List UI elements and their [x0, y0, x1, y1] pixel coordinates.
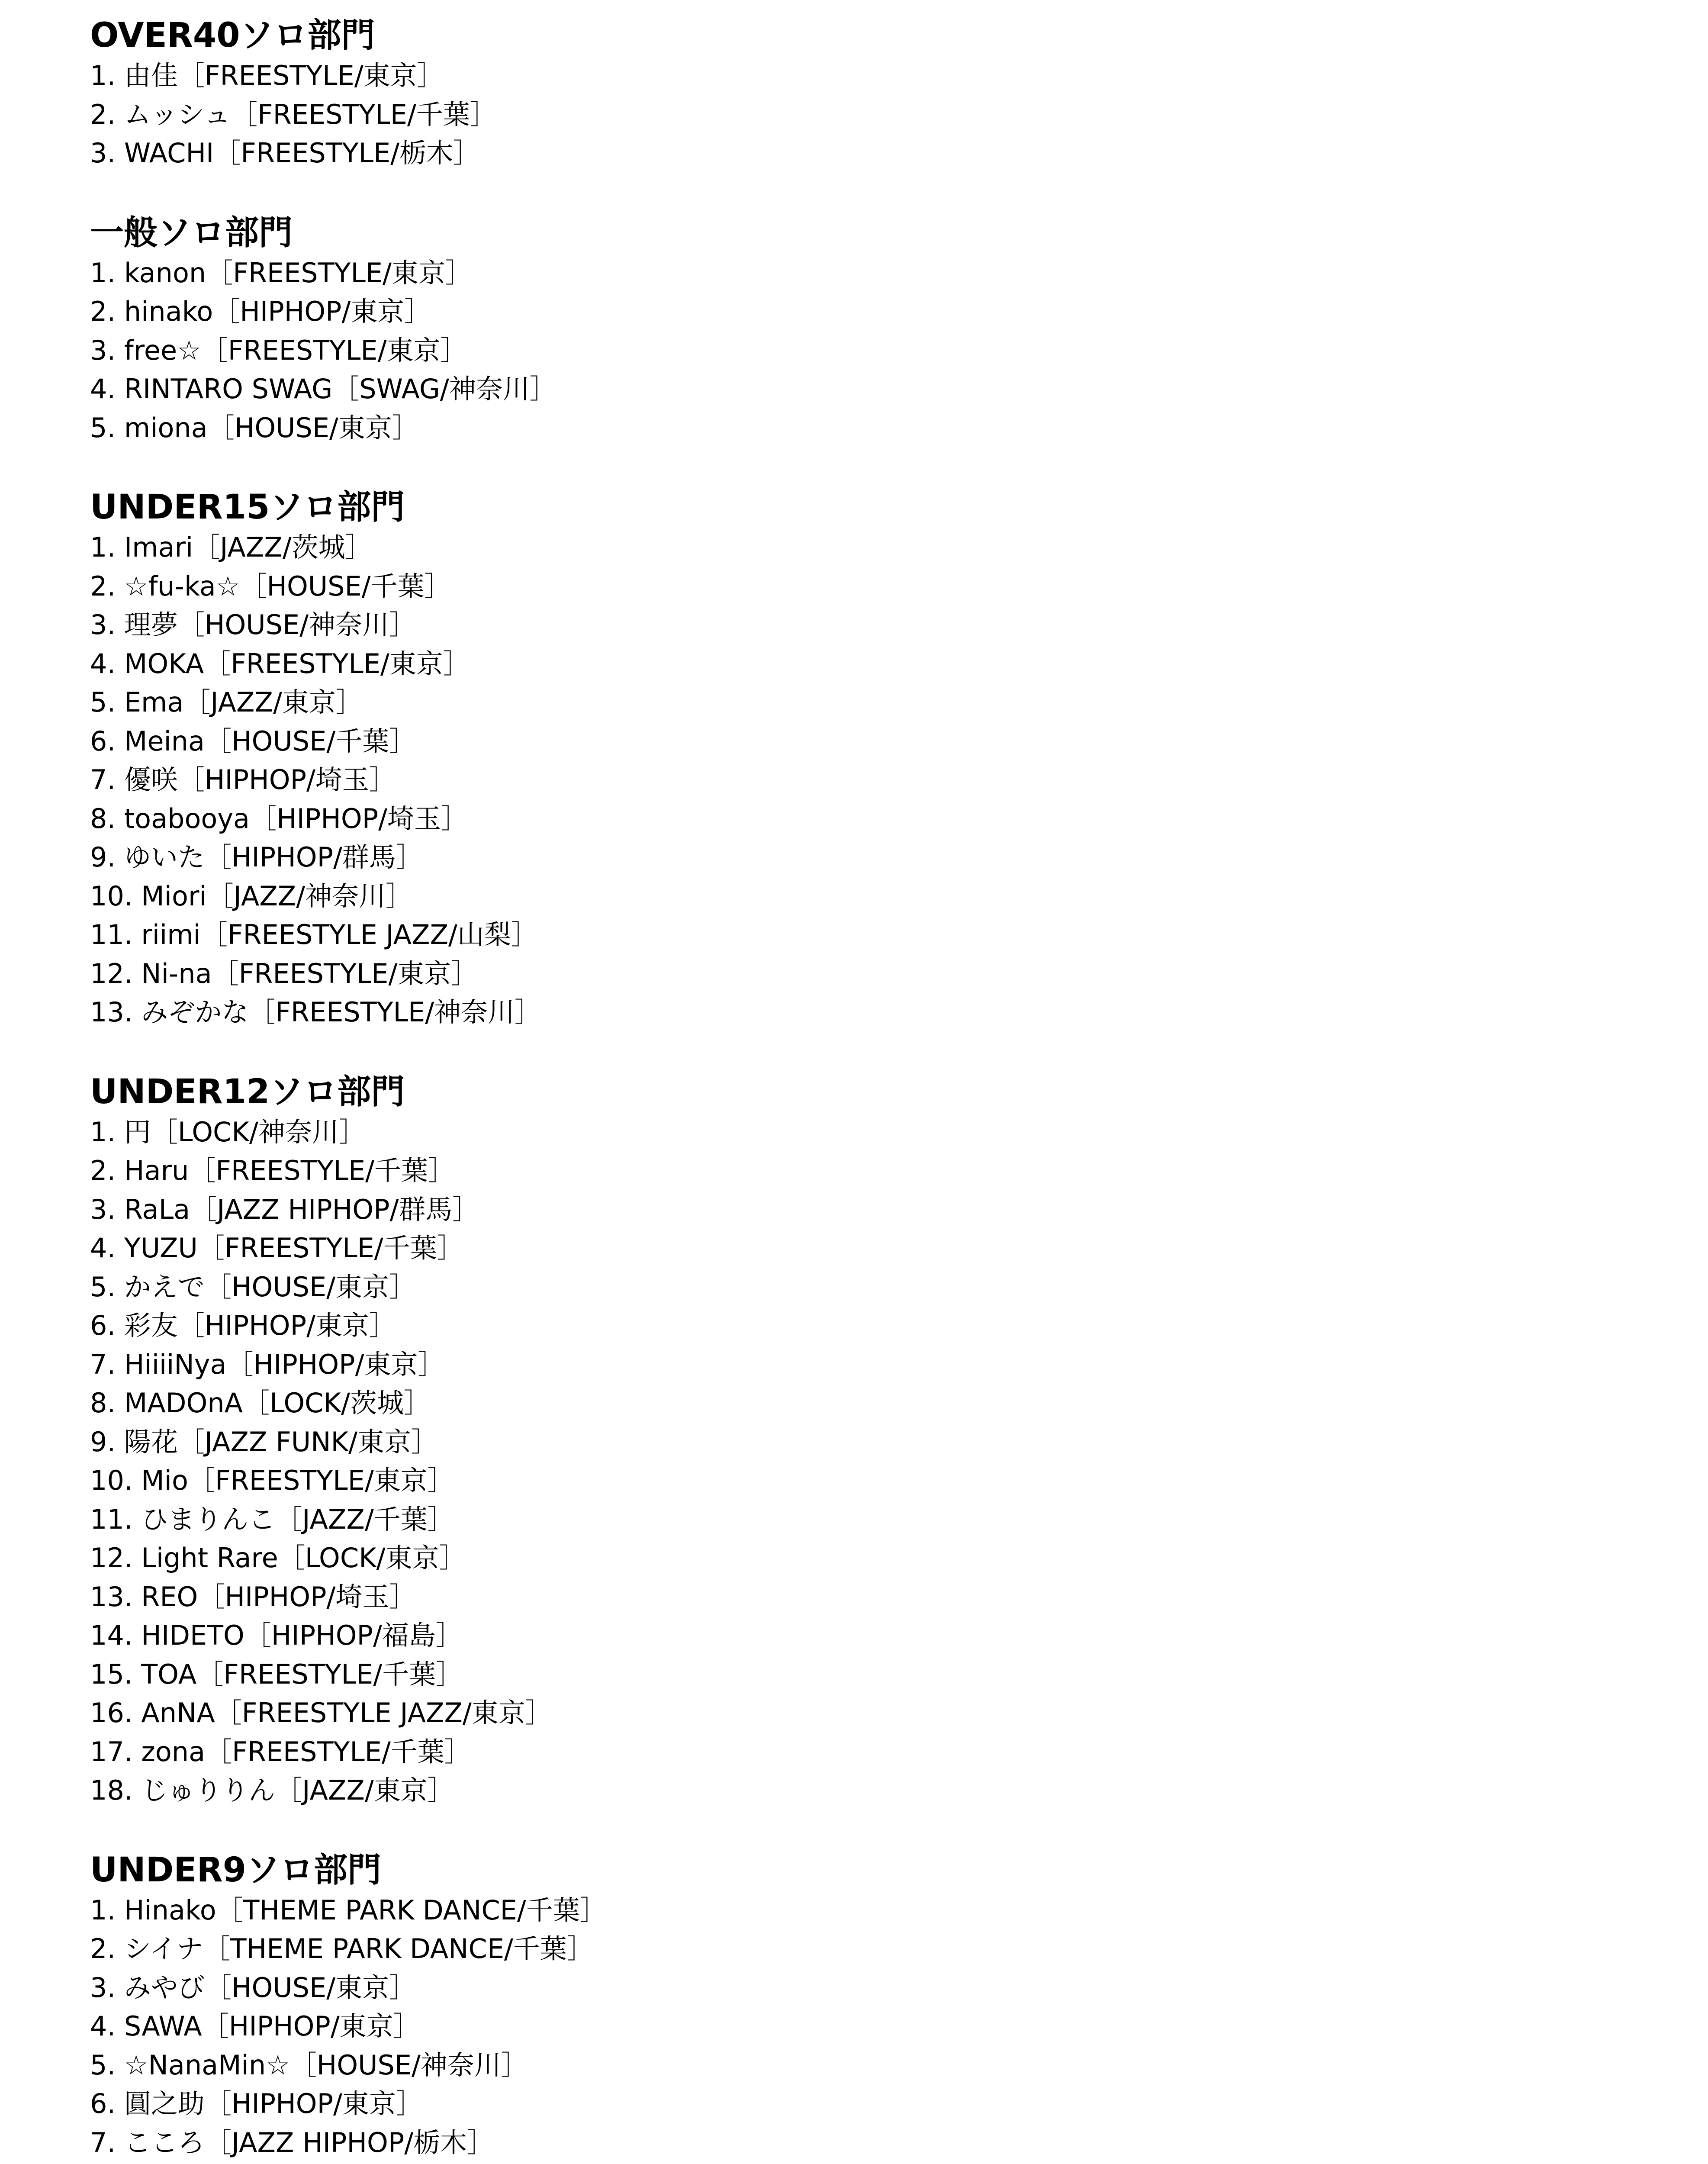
- list-item: 7. 優咲［HIPHOP/埼玉］: [90, 764, 396, 795]
- list-item: 2. ☆fu-ka☆［HOUSE/千葉］: [90, 570, 451, 602]
- entry-list: [90, 56, 1648, 173]
- list-item: 5. Ema［JAZZ/東京］: [90, 686, 363, 718]
- section-title: 一般ソロ部門: [90, 213, 293, 252]
- section-spacer: [90, 447, 1648, 486]
- list-item: 13. REO［HIPHOP/埼玉］: [90, 1581, 416, 1613]
- section-title: UNDER9ソロ部門: [90, 1850, 381, 1890]
- list-item: 4. SAWA［HIPHOP/東京］: [90, 2010, 420, 2042]
- list-item: 10. Mio［FREESTYLE/東京］: [90, 1465, 454, 1496]
- list-item: 2. シイナ［THEME PARK DANCE/千葉］: [90, 1933, 594, 1964]
- list-item: 6. 圓之助［HIPHOP/東京］: [90, 2088, 423, 2119]
- list-item: 1. 円［LOCK/神奈川］: [90, 1116, 366, 1148]
- document-body: [90, 0, 1648, 2164]
- list-item: 8. toabooya［HIPHOP/埼玉］: [90, 802, 468, 834]
- entry-list: [90, 1113, 1648, 1810]
- section-under9: [90, 1849, 1648, 2164]
- list-item: 6. 彩友［HIPHOP/東京］: [90, 1310, 396, 1341]
- list-item: 4. YUZU［FREESTYLE/千葉］: [90, 1232, 464, 1264]
- list-item: 5. miona［HOUSE/東京］: [90, 412, 419, 444]
- list-item: 7. HiiiiNya［HIPHOP/東京］: [90, 1348, 445, 1380]
- list-item: 5. ☆NanaMin☆［HOUSE/神奈川］: [90, 2049, 528, 2081]
- list-item: 15. TOA［FREESTYLE/千葉］: [90, 1658, 463, 1690]
- list-item: 18. じゅりりん［JAZZ/東京］: [90, 1774, 454, 1806]
- list-item: 1. 由佳［FREESTYLE/東京］: [90, 60, 444, 91]
- list-item: 2. Haru［FREESTYLE/千葉］: [90, 1155, 455, 1186]
- list-item: 3. みやび［HOUSE/東京］: [90, 1971, 416, 2003]
- list-item: 11. ひまりんこ［JAZZ/千葉］: [90, 1503, 454, 1535]
- list-item: 7. こころ［JAZZ HIPHOP/栃木］: [90, 2126, 494, 2158]
- list-item: 17. zona［FREESTYLE/千葉］: [90, 1736, 471, 1768]
- list-item: 1. kanon［FREESTYLE/東京］: [90, 257, 472, 289]
- list-item: 12. Light Rare［LOCK/東京］: [90, 1542, 466, 1574]
- list-item: 3. WACHI［FREESTYLE/栃木］: [90, 137, 480, 169]
- entry-list: [90, 254, 1648, 448]
- list-item: 5. かえで［HOUSE/東京］: [90, 1271, 416, 1303]
- list-item: 12. Ni-na［FREESTYLE/東京］: [90, 957, 478, 989]
- list-item: 16. AnNA［FREESTYLE JAZZ/東京］: [90, 1697, 552, 1729]
- section-over40: [90, 15, 1648, 173]
- section-title: OVER40ソロ部門: [90, 16, 375, 55]
- list-item: 3. RaLa［JAZZ HIPHOP/群馬］: [90, 1193, 479, 1225]
- list-item: 9. 陽花［JAZZ FUNK/東京］: [90, 1426, 438, 1458]
- list-item: [90, 2162, 1648, 2164]
- section-general: [90, 212, 1648, 448]
- section-spacer: [90, 1032, 1648, 1071]
- list-item: 2. hinako［HIPHOP/東京］: [90, 296, 431, 327]
- list-item: 9. ゆいた［HIPHOP/群馬］: [90, 841, 423, 873]
- entry-list: [90, 1891, 1648, 2164]
- section-title: UNDER15ソロ部門: [90, 488, 405, 527]
- section-spacer: [90, 173, 1648, 212]
- list-item: 13. みぞかな［FREESTYLE/神奈川］: [90, 996, 542, 1028]
- section-title: UNDER12ソロ部門: [90, 1072, 405, 1111]
- list-item: 4. RINTARO SWAG［SWAG/神奈川］: [90, 373, 556, 405]
- list-item: 6. Meina［HOUSE/千葉］: [90, 725, 416, 757]
- section-under12: [90, 1071, 1648, 1810]
- list-item: 3. 理夢［HOUSE/神奈川］: [90, 609, 416, 641]
- list-item: 1. Hinako［THEME PARK DANCE/千葉］: [90, 1894, 607, 1926]
- list-item: 11. riimi［FREESTYLE JAZZ/山梨］: [90, 919, 538, 950]
- section-under15: [90, 486, 1648, 1032]
- list-item: 3. free☆［FREESTYLE/東京］: [90, 334, 467, 366]
- list-item: 14. HIDETO［HIPHOP/福島］: [90, 1620, 463, 1651]
- entry-list: [90, 528, 1648, 1032]
- list-item: 4. MOKA［FREESTYLE/東京］: [90, 647, 470, 679]
- list-item: 2. ムッシュ［FREESTYLE/千葉］: [90, 98, 497, 130]
- list-item: 10. Miori［JAZZ/神奈川］: [90, 880, 413, 912]
- list-item: 1. Imari［JAZZ/茨城］: [90, 531, 372, 563]
- section-spacer: [90, 1810, 1648, 1849]
- list-item: 8. MADOnA［LOCK/茨城］: [90, 1387, 431, 1419]
